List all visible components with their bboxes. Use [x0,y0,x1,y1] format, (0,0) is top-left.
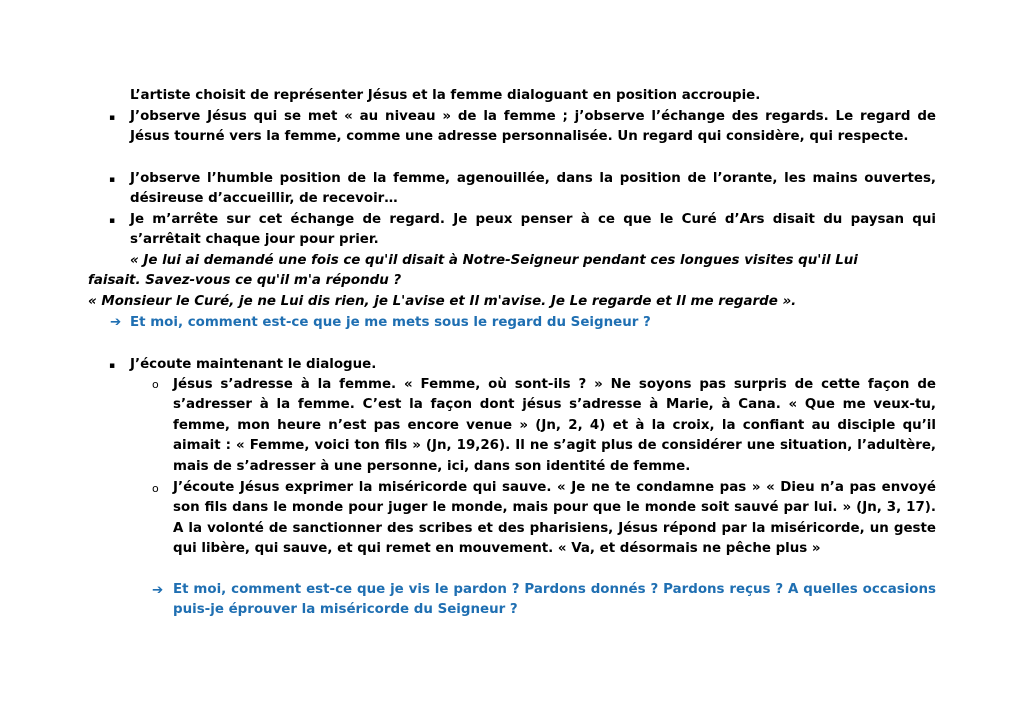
sub-item-mercy: J’écoute Jésus exprimer la miséricorde qui sauve. « Je ne te condamne pas » « Dieu n’a pas envoyé son fils dans le monde pour juger le monde, mais pour que le monde soit sauvé par lui. » (Jn, 3, 17). A la volonté de sanctionner des scribes et des pharisiens, Jésus répond par la miséricorde, un geste qui libère, qui sauve, et qui remet en mouvement. « Va, et désormais ne pêche plus » [173,480,936,557]
quote-line-2: faisait. Savez-vous ce qu'il m'a répondu ? [88,273,402,288]
circle-bullet-icon: o [152,378,159,391]
arrow-right-icon: ➔ [110,315,122,330]
sub-item-jesus-speaks: Jésus s’adresse à la femme. « Femme, où sont-ils ? » Ne soyons pas surpris de cette façon de s’adresser à la femme. C’est la façon dont jésus s’adresse à Marie, à Cana. « Que me veux-tu, femme, mon heure n’est pas encore venue » (Jn, 2, 4) et à la croix, la confiant au disciple qu’il aimait : « Femme, voici ton fils » (Jn, 19,26). Il ne s’agit plus de considérer une situation, l’adultère, mais de s’adresser à une personne, ici, dans son identité de femme. [173,377,936,474]
bullet-observe-woman: J’observe l’humble position de la femme, agenouillée, dans la position de l’orante, les mains ouvertes, désireuse d’accueillir, de recevoir… [130,171,936,207]
square-bullet-icon: ▪ [109,216,116,226]
quote-line-3: « Monsieur le Curé, je ne Lui dis rien, je L'avise et Il m'avise. Je Le regarde et Il me regarde ». [88,294,797,309]
square-bullet-icon: ▪ [109,175,116,185]
reflection-question-1: Et moi, comment est-ce que je me mets sous le regard du Seigneur ? [130,315,651,330]
square-bullet-icon: ▪ [109,361,116,371]
circle-bullet-icon: o [152,482,159,495]
arrow-right-icon: ➔ [152,583,164,598]
intro-paragraph: L’artiste choisit de représenter Jésus et la femme dialoguant en position accroupie. [130,88,761,103]
quote-line-1: « Je lui ai demandé une fois ce qu'il disait à Notre-Seigneur pendant ces longues visites qu'il Lui [130,253,858,268]
square-bullet-icon: ▪ [109,113,116,123]
bullet-curé-ars: Je m’arrête sur cet échange de regard. Je peux penser à ce que le Curé d’Ars disait du paysan qui s’arrêtait chaque jour pour prier. [130,212,936,248]
bullet-observe-jesus: J’observe Jésus qui se met « au niveau » de la femme ; j’observe l’échange des regards. Le regard de Jésus tourné vers la femme, comme une adresse personnalisée. Un regard qui considère, qui respecte. [130,109,936,145]
bullet-dialogue: J’écoute maintenant le dialogue. [130,357,377,372]
reflection-question-2: Et moi, comment est-ce que je vis le pardon ? Pardons donnés ? Pardons reçus ? A quelles occasions puis-je éprouver la miséricorde du Seigneur ? [173,582,936,618]
